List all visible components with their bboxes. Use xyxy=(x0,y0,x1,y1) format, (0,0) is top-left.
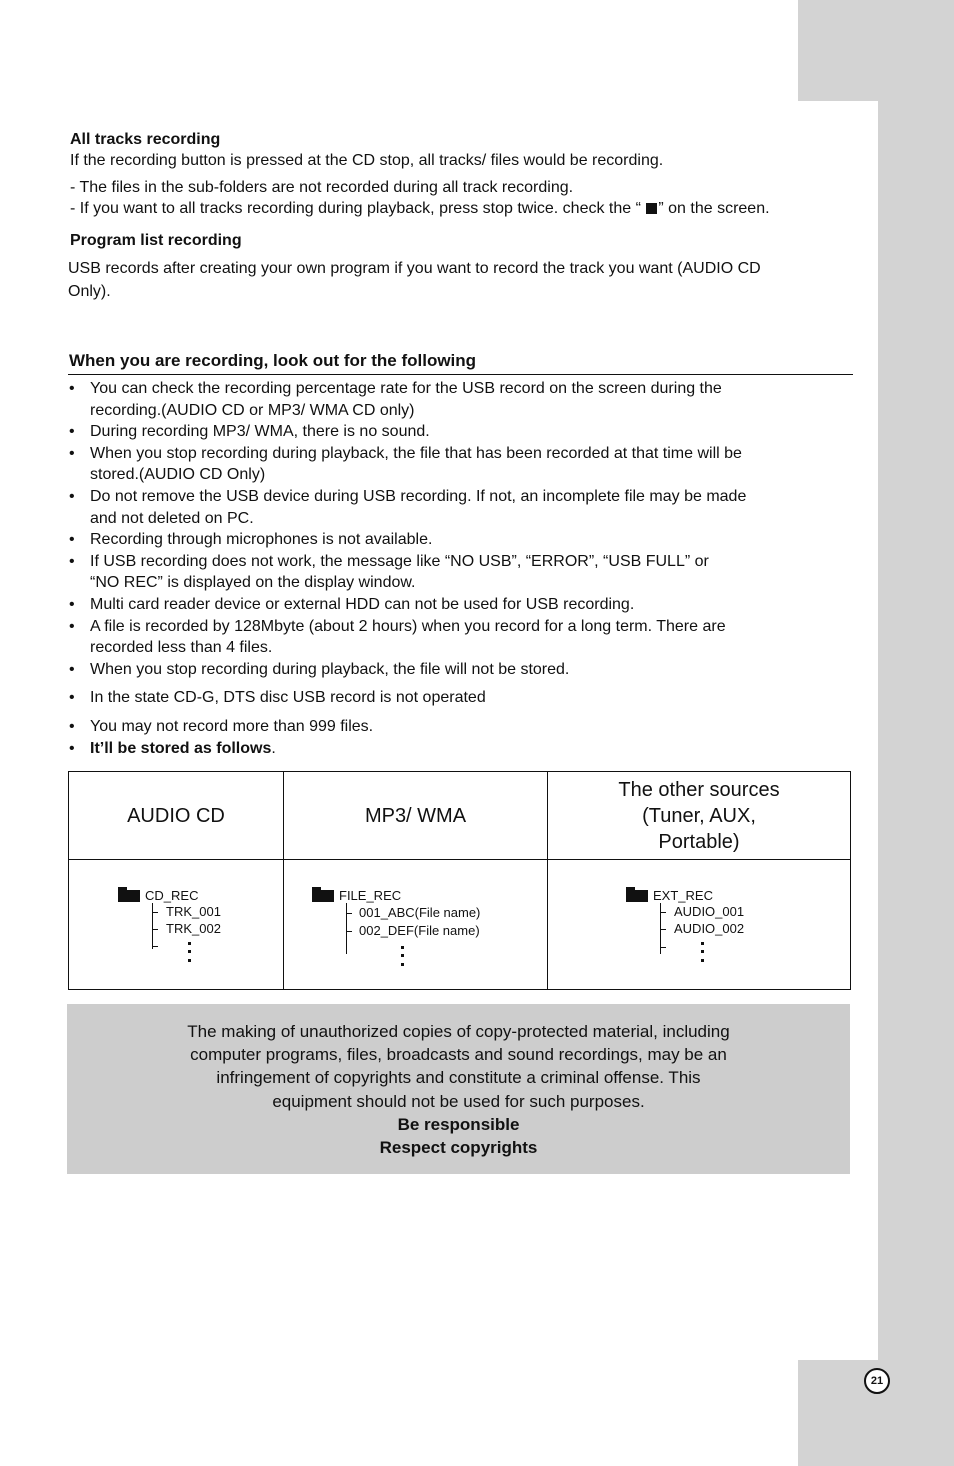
stop-square-icon xyxy=(646,203,657,214)
bullet-text-cont: recording.(AUDIO CD or MP3/ WMA CD only) xyxy=(90,401,415,419)
tree-branch xyxy=(346,913,352,914)
bullet-text-bold: It’ll be stored as follows xyxy=(90,739,272,757)
all-tracks-line1: If the recording button is pressed at the CD stop, all tracks/ files would be recording. xyxy=(70,152,664,169)
bullet-text: You can check the recording percentage rate for the USB record on the screen during the xyxy=(90,380,722,397)
tree-item: TRK_001 xyxy=(166,904,221,919)
bullet-text-cont: “NO REC” is displayed on the display window. xyxy=(90,574,416,592)
folder-name: CD_REC xyxy=(145,888,199,903)
ellipsis-dot xyxy=(701,942,704,945)
list-item xyxy=(68,421,858,443)
ellipsis-dot xyxy=(188,950,191,953)
table-row xyxy=(69,860,851,990)
bullet-text: Multi card reader device or external HDD can not be used for USB recording. xyxy=(90,595,635,613)
tree-line xyxy=(346,903,347,954)
tree-line xyxy=(152,903,153,949)
bullet-text: You may not record more than 999 files. xyxy=(90,717,374,735)
tree-branch xyxy=(152,929,158,930)
notice-line: The making of unauthorized copies of copy-protected material, including xyxy=(187,1022,730,1041)
folder-icon xyxy=(626,890,648,902)
bullet-text: In the state CD-G, DTS disc USB record is not operated xyxy=(90,689,486,707)
list-item xyxy=(68,443,858,486)
tree-branch xyxy=(660,912,666,913)
tree-branch xyxy=(346,931,352,932)
list-item xyxy=(68,378,858,421)
ellipsis-dot xyxy=(401,946,404,949)
tree-branch xyxy=(152,912,158,913)
all-tracks-line3-pre: - If you want to all tracks recording during playback, press stop twice. check the “ xyxy=(70,200,646,217)
bullet-text-cont: and not deleted on PC. xyxy=(90,509,254,527)
bullet-text-cont: stored.(AUDIO CD Only) xyxy=(90,466,266,484)
notice-be-responsible: Be responsible xyxy=(397,1114,520,1134)
all-tracks-line3-post: ” on the screen. xyxy=(658,200,770,217)
bullet-text: During recording MP3/ WMA, there is no sound. xyxy=(90,423,430,441)
list-item xyxy=(68,716,858,738)
tree-branch xyxy=(660,947,666,948)
bullet-text-cont: recorded less than 4 files. xyxy=(90,639,273,657)
folder-name: FILE_REC xyxy=(339,888,402,903)
notice-line: computer programs, files, broadcasts and sound recordings, may be an xyxy=(190,1045,727,1065)
tree-item: AUDIO_001 xyxy=(674,904,745,919)
ellipsis-dot xyxy=(701,959,704,962)
all-tracks-line2: - The files in the sub-folders are not recorded during all track recording. xyxy=(70,179,574,196)
bullet-text: Do not remove the USB device during USB recording. If not, an incomplete file may be made xyxy=(90,487,747,505)
notice-line: infringement of copyrights and constitute a criminal offense. This xyxy=(216,1068,701,1088)
bullet-text: When you stop recording during playback, the file will not be stored. xyxy=(90,660,570,678)
list-item xyxy=(68,529,858,551)
notice-respect-copyrights: Respect copyrights xyxy=(379,1138,538,1158)
tree-item: 001_ABC(File name) xyxy=(359,905,481,920)
side-band xyxy=(878,0,954,1466)
side-tab-top xyxy=(798,0,878,101)
list-item xyxy=(68,659,858,681)
table-header-row xyxy=(69,772,851,860)
bullet-text: If USB recording does not work, the message like “NO USB”, “ERROR”, “USB FULL” or xyxy=(90,552,709,570)
folder-name: EXT_REC xyxy=(653,888,713,903)
program-heading: Program list recording xyxy=(70,232,242,249)
folder-icon xyxy=(312,890,334,902)
header-other-line1: The other sources xyxy=(618,778,780,801)
lookout-list xyxy=(68,378,858,759)
heading-rule xyxy=(68,374,853,375)
header-other-line3: Portable) xyxy=(658,830,740,853)
bullet-text: Recording through microphones is not available. xyxy=(90,531,433,549)
tree-branch xyxy=(660,929,666,930)
page-number: 21 xyxy=(864,1368,890,1394)
lookout-heading: When you are recording, look out for the following xyxy=(69,351,477,370)
list-item xyxy=(68,551,858,594)
header-audio-cd: AUDIO CD xyxy=(69,772,284,860)
ellipsis-dot xyxy=(701,950,704,953)
list-item xyxy=(68,594,858,616)
notice-line: equipment should not be used for such purposes. xyxy=(272,1091,645,1111)
all-tracks-heading: All tracks recording xyxy=(70,131,221,148)
program-line2: Only). xyxy=(68,283,111,300)
list-item xyxy=(68,486,858,529)
ellipsis-dot xyxy=(188,959,191,962)
all-tracks-line3 xyxy=(70,198,770,219)
bullet-text-tail: . xyxy=(271,739,276,757)
tree-item: TRK_002 xyxy=(166,921,221,936)
folder-icon xyxy=(118,890,140,902)
tree-item: AUDIO_002 xyxy=(674,921,745,936)
other-tree-cell xyxy=(548,860,851,990)
copyright-notice xyxy=(67,1004,850,1174)
storage-table xyxy=(68,771,851,990)
bullet-text: When you stop recording during playback, the file that has been recorded at that time will be xyxy=(90,444,742,462)
header-other-line2: (Tuner, AUX, xyxy=(642,804,756,827)
ellipsis-dot xyxy=(188,942,191,945)
ellipsis-dot xyxy=(401,963,404,966)
list-item xyxy=(68,738,858,760)
header-mp3-wma: MP3/ WMA xyxy=(284,772,548,860)
cd-tree-cell xyxy=(69,860,284,990)
mp3-tree-cell xyxy=(284,860,548,990)
tree-branch xyxy=(152,946,158,947)
header-other-sources xyxy=(548,772,851,860)
tree-item: 002_DEF(File name) xyxy=(359,923,480,938)
list-item xyxy=(68,687,858,709)
list-item xyxy=(68,616,858,659)
ellipsis-dot xyxy=(401,954,404,957)
bullet-text: A file is recorded by 128Mbyte (about 2 hours) when you record for a long term. There are xyxy=(90,617,726,635)
program-line1: USB records after creating your own program if you want to record the track you want (AUDIO CD xyxy=(68,260,761,277)
